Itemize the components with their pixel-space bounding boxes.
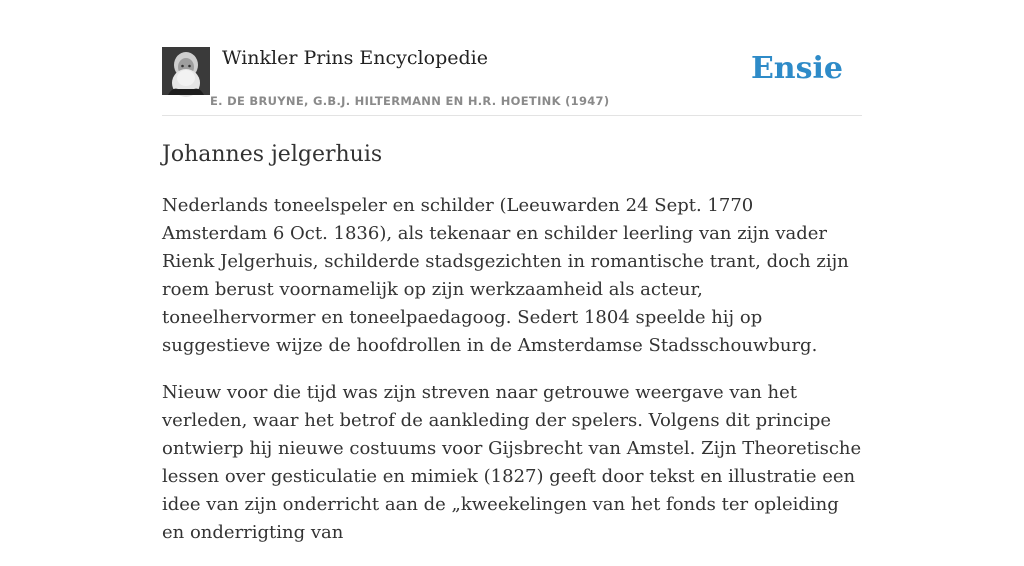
- author-portrait-icon: [162, 47, 210, 95]
- article-paragraph: Nieuw voor die tijd was zijn streven naar getrouwe weergave van het verleden, waar het betrof de aankleding der spelers. Volgens dit principe ontwierp hij nieuwe costuums voor Gijsbrecht van Amstel. Zijn Theoretische lessen over gesticulatie en mimiek (1827) geeft door tekst en illustratie een idee van zijn onderricht aan de „kweekelingen van het fonds ter opleiding en onderrigting van: [162, 382, 862, 543]
- authors-line: E. DE BRUYNE, G.B.J. HILTERMANN EN H.R. HOETINK (1947): [210, 94, 610, 108]
- author-avatar[interactable]: [162, 47, 210, 95]
- source-header: [162, 0, 862, 116]
- content-container: [162, 0, 862, 543]
- source-title[interactable]: Winkler Prins Encyclopedie: [222, 47, 488, 69]
- article-title: Johannes jelgerhuis: [162, 142, 383, 167]
- article-paragraph: Nederlands toneelspeler en schilder (Leeuwarden 24 Sept. 1770 Amsterdam 6 Oct. 1836), als tekenaar en schilder leerling van zijn vader Rienk Jelgerhuis, schilderde stadsgezichten in romantische trant, doch zijn roem berust voornamelijk op zijn werkzaamheid als acteur, toneelhervormer en toneelpaedagoog. Sedert 1804 speelde hij op suggestieve wijze de hoofdrollen in de Amsterdamse Stadsschouwburg.: [162, 195, 849, 356]
- ensie-logo-link[interactable]: Ensie: [750, 51, 843, 86]
- article-body: [162, 192, 862, 566]
